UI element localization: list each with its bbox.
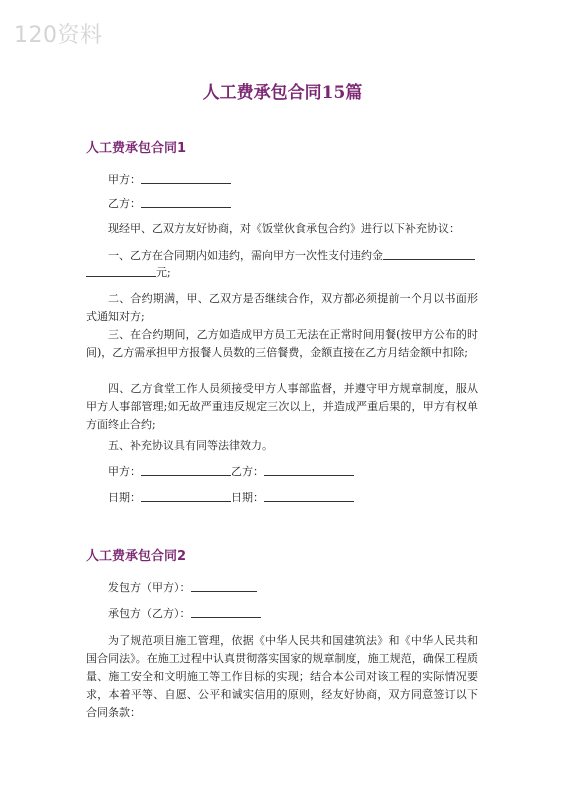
party-a-blank	[141, 171, 231, 184]
section1-heading: 人工费承包合同1	[86, 141, 187, 156]
date-b-label: 日期：	[231, 491, 264, 504]
party-a-line	[108, 170, 231, 189]
sign-a-label: 甲方：	[108, 465, 141, 478]
date-line	[108, 488, 354, 507]
clause-4: 四、乙方食堂工作人员须接受甲方人事部监督，并遵守甲方规章制度，服从甲方人事部管理;如无故严重违反规定三次以上，并造成严重后果的，甲方有权单方面终止合约;	[86, 382, 478, 431]
watermark-text: 120资料	[14, 23, 103, 48]
penalty-amount-blank-2	[86, 264, 156, 277]
contractor-blank	[191, 605, 261, 618]
employer-label: 发包方（甲方）：	[108, 581, 191, 594]
contractor-line	[108, 604, 261, 623]
document-title: 人工费承包合同15篇	[202, 83, 363, 103]
party-b-label: 乙方：	[108, 197, 141, 210]
party-a-label: 甲方：	[108, 173, 141, 186]
clause-1-text: 一、乙方在合同期内如违约，需向甲方一次性支付违约金	[108, 249, 383, 262]
employer-blank	[191, 579, 257, 592]
party-b-line	[108, 194, 231, 213]
clause-3: 三、在合约期间，乙方如造成甲方员工无法在正常时间用餐(按甲方公布的时间)，乙方需承担甲方报餐人员数的三倍餐费，金额直接在乙方月结金额中扣除;	[86, 328, 478, 359]
contract-preamble: 为了规范项目施工管理，依据《中华人民共和国建筑法》和《中华人民共和国合同法》。在施工过程中认真贯彻落实国家的规章制度，施工规范，确保工程质量、施工安全和文明施工等工作目标的实现；结合本公司对该工程的实际情况要求，本着平等、自愿、公平和诚实信用的原则，经友好协商，双方同意签订以下合同条款：	[86, 634, 478, 719]
section2-heading: 人工费承包合同2	[86, 549, 187, 564]
clause-5: 五、补充协议具有同等法律效力。	[108, 439, 273, 452]
date-b-blank	[264, 489, 354, 502]
sign-a-blank	[141, 463, 231, 476]
signature-line	[108, 462, 354, 481]
party-b-blank	[141, 195, 231, 208]
date-a-blank	[141, 489, 231, 502]
date-a-label: 日期：	[108, 491, 141, 504]
clause-1-line2	[86, 263, 171, 282]
sign-b-blank	[264, 463, 354, 476]
clause-intro: 现经甲、乙双方友好协商，对《饭堂伙食承包合约》进行以下补充协议：	[108, 222, 460, 235]
contractor-label: 承包方（乙方）：	[108, 607, 191, 620]
sign-b-label: 乙方：	[231, 465, 264, 478]
employer-line	[108, 578, 257, 597]
clause-1-unit: 元;	[156, 266, 171, 279]
penalty-amount-blank	[383, 247, 475, 260]
clause-2: 二、合约期满，甲、乙双方是否继续合作，双方都必须提前一个月以书面形式通知对方;	[86, 292, 478, 323]
